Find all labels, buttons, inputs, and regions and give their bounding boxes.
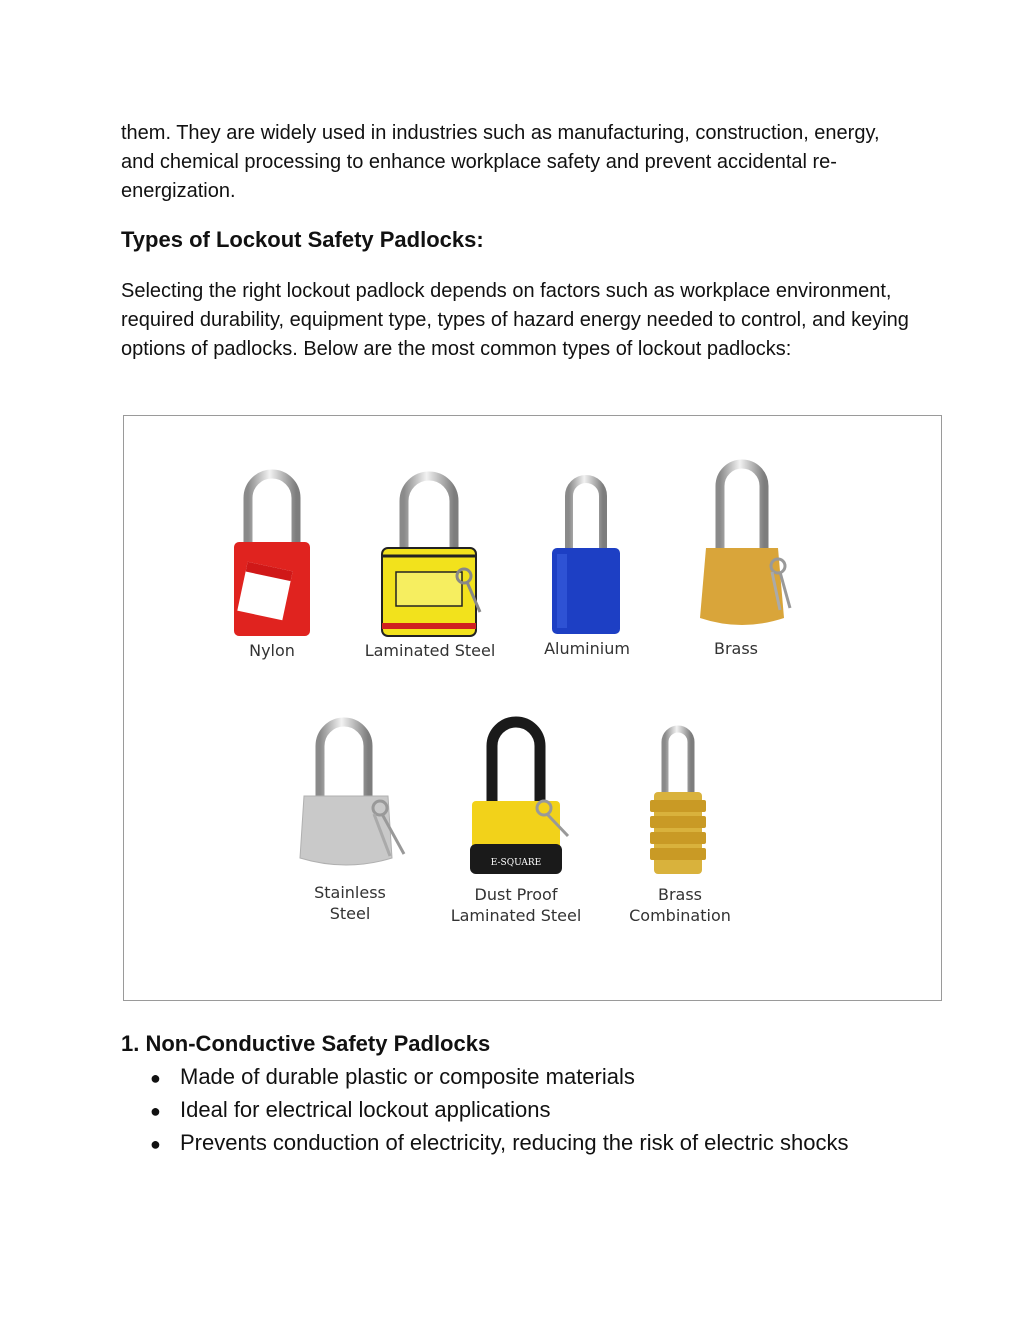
list-item: [150, 1061, 848, 1094]
shackle-icon: [492, 722, 540, 811]
padlock-body: [700, 548, 784, 625]
padlock-stainless-steel: [300, 722, 404, 923]
padlock-brass: [700, 464, 790, 658]
label-brass: Brass: [713, 639, 759, 658]
padlock-laminated-steel: [365, 476, 496, 660]
label-nylon: Nylon: [249, 641, 295, 660]
shackle-icon: [320, 722, 368, 801]
bullet-icon: ●: [150, 1068, 161, 1088]
dial-3: [650, 832, 706, 844]
dial-4: [650, 848, 706, 860]
label-laminated-steel: Laminated Steel: [364, 641, 496, 660]
section-heading: 1. Non-Conductive Safety Padlocks: [121, 1031, 491, 1056]
shackle-icon: [404, 476, 454, 551]
list-item-text: Made of durable plastic or composite materials: [180, 1064, 635, 1089]
list-item: [150, 1127, 848, 1160]
bullet-icon: ●: [150, 1101, 161, 1121]
bullet-icon: ●: [150, 1134, 161, 1154]
list-item-text: Prevents conduction of electricity, reducing the risk of electric shocks: [180, 1130, 849, 1155]
label-dust-proof-line2: Laminated Steel: [450, 906, 582, 925]
padlock-brass-combination: [629, 729, 731, 925]
selection-paragraph: Selecting the right lockout padlock depends on factors such as workplace environment, required durability, equipment type, types of hazard energy needed to control, and keying options of padlocks. Below are the most common types of lockout padlocks:: [121, 280, 909, 360]
padlock-body: [300, 796, 392, 865]
padlock-types-figure: [123, 415, 942, 1001]
padlock-body: [472, 801, 560, 851]
label-aluminium: Aluminium: [544, 639, 630, 658]
padlock-illustration: [124, 416, 943, 1002]
padlock-nylon: [234, 474, 310, 660]
types-heading: Types of Lockout Safety Padlocks:: [121, 227, 484, 252]
label-stainless-steel-line2: Steel: [329, 904, 371, 923]
list-item-text: Ideal for electrical lockout applications: [180, 1097, 551, 1122]
shackle-icon: [569, 479, 603, 551]
label-stainless-steel: Stainless: [314, 883, 386, 902]
label-dust-proof: Dust Proof: [474, 885, 558, 904]
shackle-icon: [720, 464, 764, 556]
list-item: [150, 1094, 848, 1127]
feature-list: [150, 1061, 848, 1160]
brand-text: E-SQUARE: [490, 858, 542, 868]
padlock-aluminium: [544, 479, 630, 658]
label-brass-combination-line2: Combination: [629, 906, 731, 925]
intro-paragraph: them. They are widely used in industries such as manufacturing, construction, energy, and chemical processing to enhance workplace safety and prevent accidental re-energization.: [121, 122, 880, 202]
shackle-icon: [665, 729, 691, 796]
dial-2: [650, 816, 706, 828]
padlock-dust-proof: [451, 722, 582, 925]
dial-1: [650, 800, 706, 812]
label-brass-combination: Brass: [657, 885, 703, 904]
warning-tag: [396, 572, 462, 606]
shackle-icon: [248, 474, 296, 546]
